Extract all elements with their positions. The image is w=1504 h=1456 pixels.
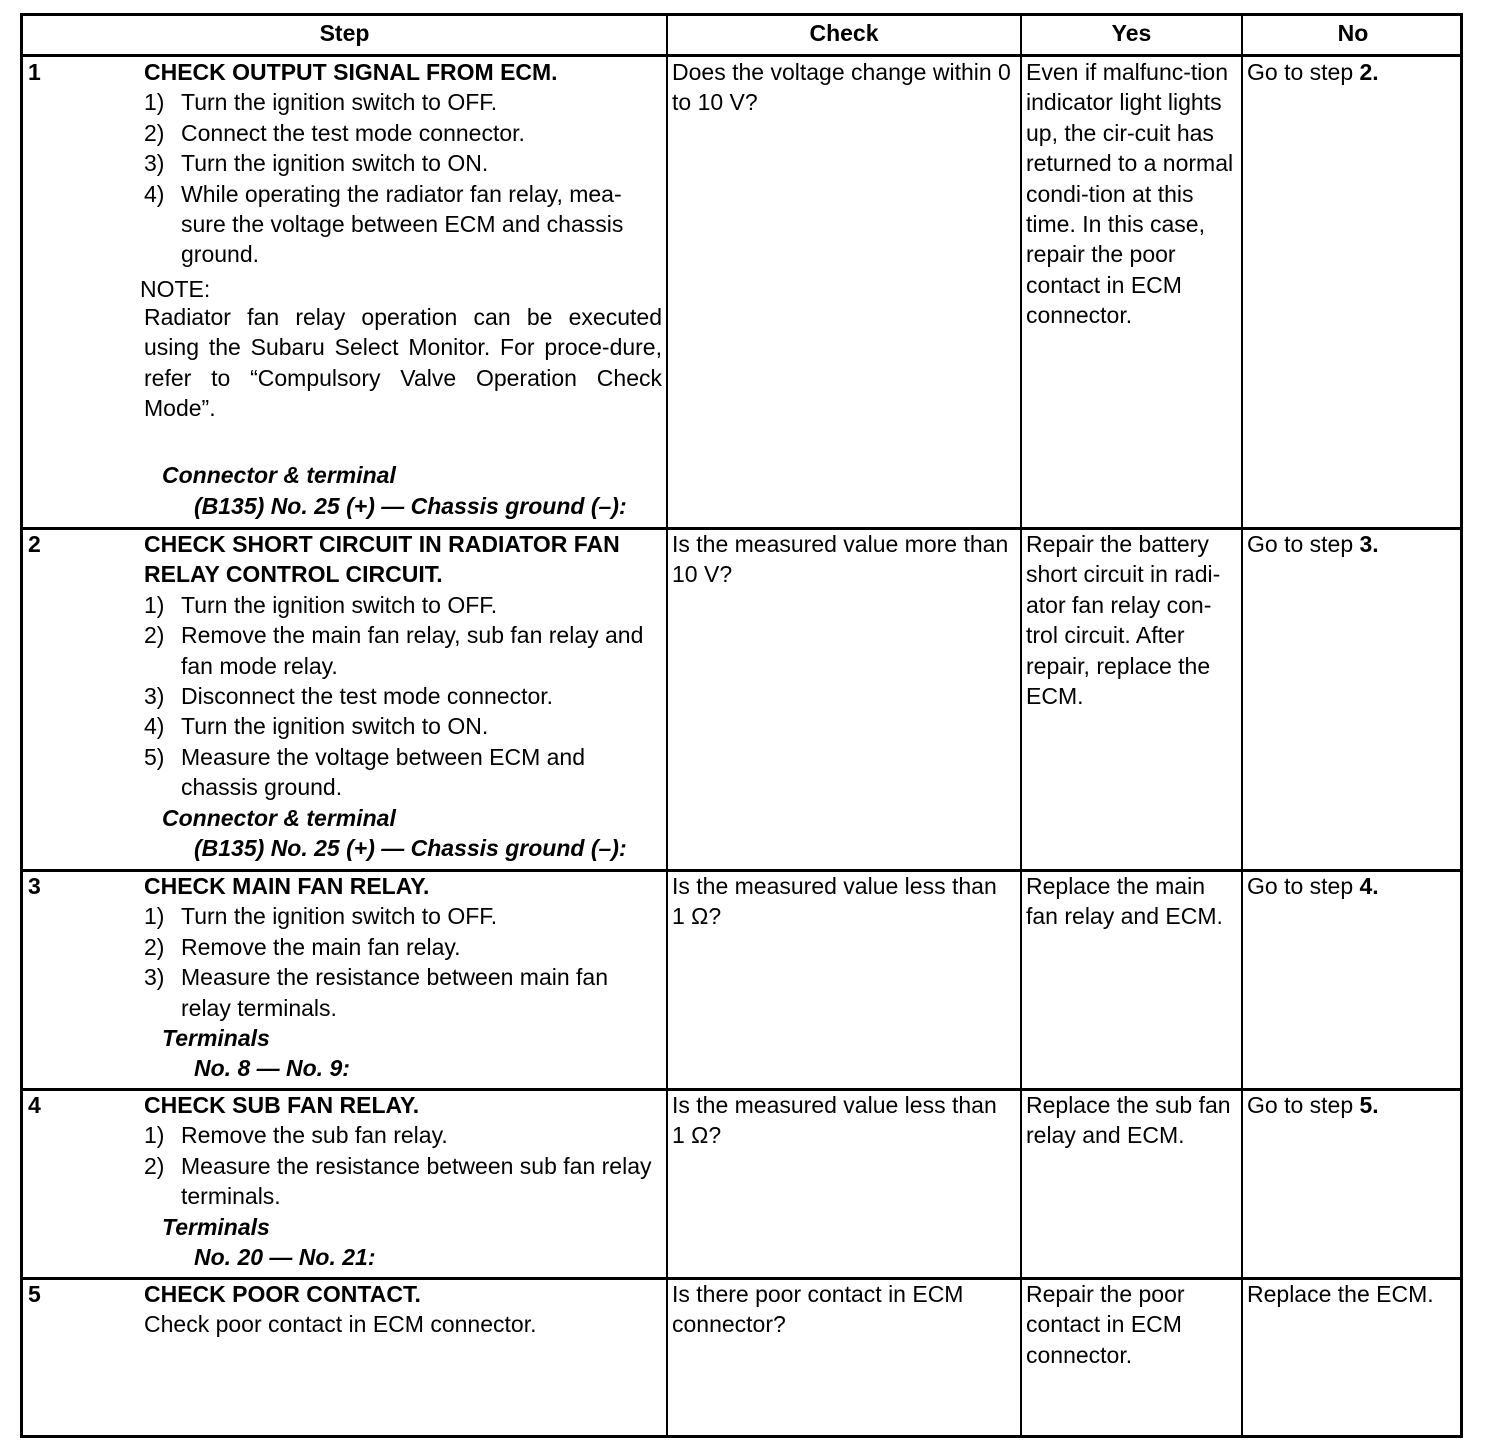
step-content xyxy=(140,57,662,521)
header-step: Step xyxy=(319,20,370,46)
note-text: Radiator fan relay operation can be executed using the Subaru Select Monitor. For proce-dure, refer to “Compulsory Valve Operation Check Mode”. xyxy=(144,303,662,422)
list-item: 2) Measure the resistance between sub fan relay terminals. xyxy=(144,1152,652,1210)
terminals-label: Terminals xyxy=(162,1213,270,1240)
terminals-label: Terminals xyxy=(162,1025,270,1052)
list-item: 2) Remove the main fan relay. xyxy=(144,933,461,960)
yes-action: Even if malfunc-tion indicator light lights up, the cir-cuit has returned to a normal condi-tion at this time. In this case, repair the poor contact in ECM connector. xyxy=(1026,59,1234,329)
list-item: 4) Turn the ignition switch to ON. xyxy=(144,713,489,740)
list-item: 3) Disconnect the test mode connector. xyxy=(144,683,554,710)
list-item: 3) Turn the ignition switch to ON. xyxy=(144,150,489,177)
check-question: Is there poor contact in ECM connector? xyxy=(672,1281,964,1338)
step-content xyxy=(144,1279,662,1340)
terminals-value: No. 20 — No. 21: xyxy=(194,1244,376,1271)
step-number: 1 xyxy=(28,59,41,85)
connector-terminal-label: Connector & terminal xyxy=(162,804,396,831)
check-question: Is the measured value less than 1 Ω? xyxy=(672,1092,997,1149)
list-item: 3) Measure the resistance between main fan relay terminals. xyxy=(144,964,609,1021)
step-number: 5 xyxy=(28,1281,41,1307)
check-question: Is the measured value more than 10 V? xyxy=(672,531,1009,588)
yes-action: Repair the battery short circuit in radi-ator fan relay con-trol circuit. After repair, replace the ECM. xyxy=(1026,531,1221,710)
list-item: 1) Remove the sub fan relay. xyxy=(144,1122,448,1149)
step-title: CHECK SUB FAN RELAY. xyxy=(144,1092,420,1118)
step-text: Check poor contact in ECM connector. xyxy=(144,1311,537,1338)
column-divider xyxy=(1020,16,1022,1435)
check-question: Does the voltage change within 0 to 10 V? xyxy=(672,59,1011,116)
header-no: No xyxy=(1337,20,1369,46)
connector-terminal-value: (B135) No. 25 (+) — Chassis ground (–): xyxy=(194,492,627,519)
terminals-value: No. 8 — No. 9: xyxy=(194,1055,350,1082)
diagnostic-table xyxy=(20,13,1463,1438)
note-label: NOTE: xyxy=(140,275,211,302)
step-title: CHECK SHORT CIRCUIT IN RADIATOR FAN RELAY CONTROL CIRCUIT. xyxy=(144,531,620,588)
list-item: 2) Connect the test mode connector. xyxy=(144,119,525,146)
check-question: Is the measured value less than 1 Ω? xyxy=(672,873,997,930)
yes-action: Replace the sub fan relay and ECM. xyxy=(1026,1092,1231,1149)
no-action: Go to step 5. xyxy=(1247,1092,1379,1118)
step-content xyxy=(144,529,662,863)
list-item: 2) Remove the main fan relay, sub fan relay and fan mode relay. xyxy=(144,622,644,679)
list-item: 4) While operating the radiator fan relay, mea-sure the voltage between ECM and chassis ground. xyxy=(144,180,624,268)
list-item: 1) Turn the ignition switch to OFF. xyxy=(144,903,498,930)
column-divider xyxy=(666,16,668,1435)
connector-terminal-label: Connector & terminal xyxy=(162,462,396,489)
step-number: 4 xyxy=(28,1092,41,1118)
no-action: Go to step 2. xyxy=(1247,59,1379,85)
header-check: Check xyxy=(809,20,879,46)
header-yes: Yes xyxy=(1111,20,1152,46)
step-number: 2 xyxy=(28,531,41,557)
list-item: 1) Turn the ignition switch to OFF. xyxy=(144,89,498,116)
step-title: CHECK POOR CONTACT. xyxy=(144,1281,421,1307)
connector-terminal-value: (B135) No. 25 (+) — Chassis ground (–): xyxy=(194,835,627,862)
step-content xyxy=(144,871,662,1084)
list-item: 5) Measure the voltage between ECM and chassis ground. xyxy=(144,743,586,801)
yes-action: Repair the poor contact in ECM connector. xyxy=(1026,1281,1185,1368)
step-title: CHECK MAIN FAN RELAY. xyxy=(144,873,430,899)
step-title: CHECK OUTPUT SIGNAL FROM ECM. xyxy=(144,59,558,85)
step-content xyxy=(144,1090,662,1272)
no-action: Replace the ECM. xyxy=(1247,1281,1434,1307)
no-action: Go to step 3. xyxy=(1247,531,1379,557)
step-number: 3 xyxy=(28,873,41,899)
yes-action: Replace the main fan relay and ECM. xyxy=(1026,873,1223,930)
no-action: Go to step 4. xyxy=(1247,873,1379,899)
list-item: 1) Turn the ignition switch to OFF. xyxy=(144,591,498,618)
column-divider xyxy=(1241,16,1243,1435)
